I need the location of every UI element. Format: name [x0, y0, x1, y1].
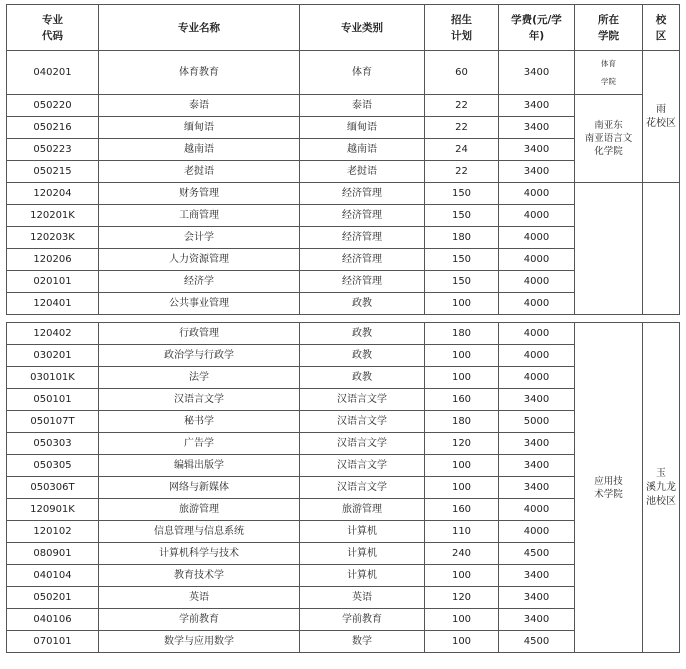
cell-code: 040106 [7, 609, 99, 631]
cell-fee: 3400 [499, 161, 575, 183]
cell-plan: 110 [425, 521, 499, 543]
cell-fee: 3400 [499, 95, 575, 117]
cell-code: 050201 [7, 587, 99, 609]
cell-plan: 100 [425, 455, 499, 477]
cell-plan: 60 [425, 51, 499, 95]
cell-category: 汉语言文学 [300, 389, 425, 411]
cell-name: 越南语 [99, 139, 300, 161]
cell-code: 050220 [7, 95, 99, 117]
cell-category: 英语 [300, 587, 425, 609]
cell-code: 030101K [7, 367, 99, 389]
cell-code: 050305 [7, 455, 99, 477]
cell-code: 120203K [7, 227, 99, 249]
cell-name: 秘书学 [99, 411, 300, 433]
cell-name: 英语 [99, 587, 300, 609]
cell-campus-north: 雨 花校区 [643, 51, 680, 183]
cell-code: 120204 [7, 183, 99, 205]
cell-plan: 120 [425, 433, 499, 455]
cell-plan: 180 [425, 227, 499, 249]
cell-name: 泰语 [99, 95, 300, 117]
header-plan: 招生 计划 [425, 5, 499, 51]
cell-code: 080901 [7, 543, 99, 565]
cell-plan: 100 [425, 293, 499, 315]
cell-campus-south: 玉 溪九龙 池校区 [643, 323, 680, 653]
cell-fee: 3400 [499, 477, 575, 499]
cell-plan: 100 [425, 631, 499, 653]
cell-name: 工商管理 [99, 205, 300, 227]
cell-name: 编辑出版学 [99, 455, 300, 477]
cell-code: 070101 [7, 631, 99, 653]
cell-category: 越南语 [300, 139, 425, 161]
cell-code: 050107T [7, 411, 99, 433]
cell-college-applied: 应用技 术学院 [575, 323, 643, 653]
cell-category: 汉语言文学 [300, 433, 425, 455]
cell-plan: 240 [425, 543, 499, 565]
cell-category: 计算机 [300, 543, 425, 565]
header-row [7, 5, 680, 51]
cell-plan: 150 [425, 249, 499, 271]
table-row [7, 183, 680, 205]
cell-code: 120402 [7, 323, 99, 345]
cell-fee: 3400 [499, 433, 575, 455]
cell-name: 信息管理与信息系统 [99, 521, 300, 543]
cell-category: 政教 [300, 367, 425, 389]
header-college: 所在 学院 [575, 5, 643, 51]
cell-fee: 4000 [499, 499, 575, 521]
cell-name: 教育技术学 [99, 565, 300, 587]
cell-fee: 4500 [499, 543, 575, 565]
cell-category: 经济管理 [300, 205, 425, 227]
cell-college-sea: 南亚东 南亚语言文 化学院 [575, 95, 643, 183]
cell-code: 120102 [7, 521, 99, 543]
cell-code: 050215 [7, 161, 99, 183]
cell-name: 广告学 [99, 433, 300, 455]
cell-fee: 4000 [499, 227, 575, 249]
cell-campus-blank [643, 183, 680, 315]
cell-name: 行政管理 [99, 323, 300, 345]
cell-category: 政教 [300, 323, 425, 345]
cell-fee: 3400 [499, 455, 575, 477]
cell-name: 政治学与行政学 [99, 345, 300, 367]
cell-category: 经济管理 [300, 227, 425, 249]
cell-category: 数学 [300, 631, 425, 653]
cell-fee: 4000 [499, 345, 575, 367]
cell-code: 050216 [7, 117, 99, 139]
cell-category: 经济管理 [300, 183, 425, 205]
cell-fee: 3400 [499, 609, 575, 631]
cell-name: 汉语言文学 [99, 389, 300, 411]
cell-name: 人力资源管理 [99, 249, 300, 271]
cell-fee: 4000 [499, 521, 575, 543]
cell-plan: 160 [425, 389, 499, 411]
header-name: 专业名称 [99, 5, 300, 51]
cell-code: 040104 [7, 565, 99, 587]
cell-fee: 4000 [499, 249, 575, 271]
cell-category: 经济管理 [300, 249, 425, 271]
cell-category: 泰语 [300, 95, 425, 117]
cell-fee: 4000 [499, 323, 575, 345]
enrollment-table-frame [6, 4, 679, 653]
cell-plan: 180 [425, 323, 499, 345]
cell-plan: 100 [425, 609, 499, 631]
header-category: 专业类别 [300, 5, 425, 51]
cell-code: 050223 [7, 139, 99, 161]
cell-code: 040201 [7, 51, 99, 95]
cell-college-blank [575, 183, 643, 315]
cell-fee: 4500 [499, 631, 575, 653]
cell-plan: 160 [425, 499, 499, 521]
cell-fee: 4000 [499, 205, 575, 227]
cell-college-pe: 体育 学院 [575, 51, 643, 95]
cell-plan: 100 [425, 367, 499, 389]
cell-name: 网络与新媒体 [99, 477, 300, 499]
cell-fee: 3400 [499, 139, 575, 161]
cell-category: 政教 [300, 293, 425, 315]
cell-fee: 4000 [499, 271, 575, 293]
cell-fee: 3400 [499, 117, 575, 139]
cell-fee: 4000 [499, 367, 575, 389]
cell-category: 计算机 [300, 565, 425, 587]
cell-name: 数学与应用数学 [99, 631, 300, 653]
cell-name: 老挝语 [99, 161, 300, 183]
cell-plan: 22 [425, 161, 499, 183]
cell-category: 经济管理 [300, 271, 425, 293]
cell-name: 计算机科学与技术 [99, 543, 300, 565]
cell-name: 学前教育 [99, 609, 300, 631]
cell-code: 050101 [7, 389, 99, 411]
cell-name: 财务管理 [99, 183, 300, 205]
cell-plan: 100 [425, 345, 499, 367]
cell-name: 会计学 [99, 227, 300, 249]
header-fee: 学费(元/学 年) [499, 5, 575, 51]
cell-category: 体育 [300, 51, 425, 95]
cell-category: 政教 [300, 345, 425, 367]
gap-cell [7, 315, 680, 323]
cell-plan: 22 [425, 117, 499, 139]
cell-category: 旅游管理 [300, 499, 425, 521]
cell-plan: 180 [425, 411, 499, 433]
cell-plan: 120 [425, 587, 499, 609]
table-row [7, 95, 680, 117]
cell-plan: 150 [425, 183, 499, 205]
header-code: 专业 代码 [7, 5, 99, 51]
cell-name: 法学 [99, 367, 300, 389]
table-row [7, 323, 680, 345]
cell-name: 体育教育 [99, 51, 300, 95]
page-break-gap [7, 315, 680, 323]
cell-code: 120201K [7, 205, 99, 227]
cell-name: 缅甸语 [99, 117, 300, 139]
cell-code: 050306T [7, 477, 99, 499]
cell-category: 汉语言文学 [300, 411, 425, 433]
cell-category: 缅甸语 [300, 117, 425, 139]
cell-name: 经济学 [99, 271, 300, 293]
cell-code: 120901K [7, 499, 99, 521]
cell-code: 120401 [7, 293, 99, 315]
cell-fee: 4000 [499, 183, 575, 205]
cell-plan: 100 [425, 565, 499, 587]
table-row [7, 51, 680, 95]
cell-fee: 3400 [499, 565, 575, 587]
cell-name: 旅游管理 [99, 499, 300, 521]
cell-fee: 3400 [499, 51, 575, 95]
cell-fee: 5000 [499, 411, 575, 433]
cell-name: 公共事业管理 [99, 293, 300, 315]
cell-category: 汉语言文学 [300, 477, 425, 499]
cell-code: 050303 [7, 433, 99, 455]
cell-code: 020101 [7, 271, 99, 293]
header-campus: 校 区 [643, 5, 680, 51]
cell-fee: 3400 [499, 389, 575, 411]
cell-category: 老挝语 [300, 161, 425, 183]
cell-plan: 22 [425, 95, 499, 117]
cell-fee: 4000 [499, 293, 575, 315]
cell-plan: 150 [425, 271, 499, 293]
cell-fee: 3400 [499, 587, 575, 609]
cell-category: 学前教育 [300, 609, 425, 631]
cell-plan: 24 [425, 139, 499, 161]
cell-category: 计算机 [300, 521, 425, 543]
cell-code: 030201 [7, 345, 99, 367]
cell-category: 汉语言文学 [300, 455, 425, 477]
cell-code: 120206 [7, 249, 99, 271]
cell-plan: 150 [425, 205, 499, 227]
enrollment-table [6, 4, 680, 653]
cell-plan: 100 [425, 477, 499, 499]
